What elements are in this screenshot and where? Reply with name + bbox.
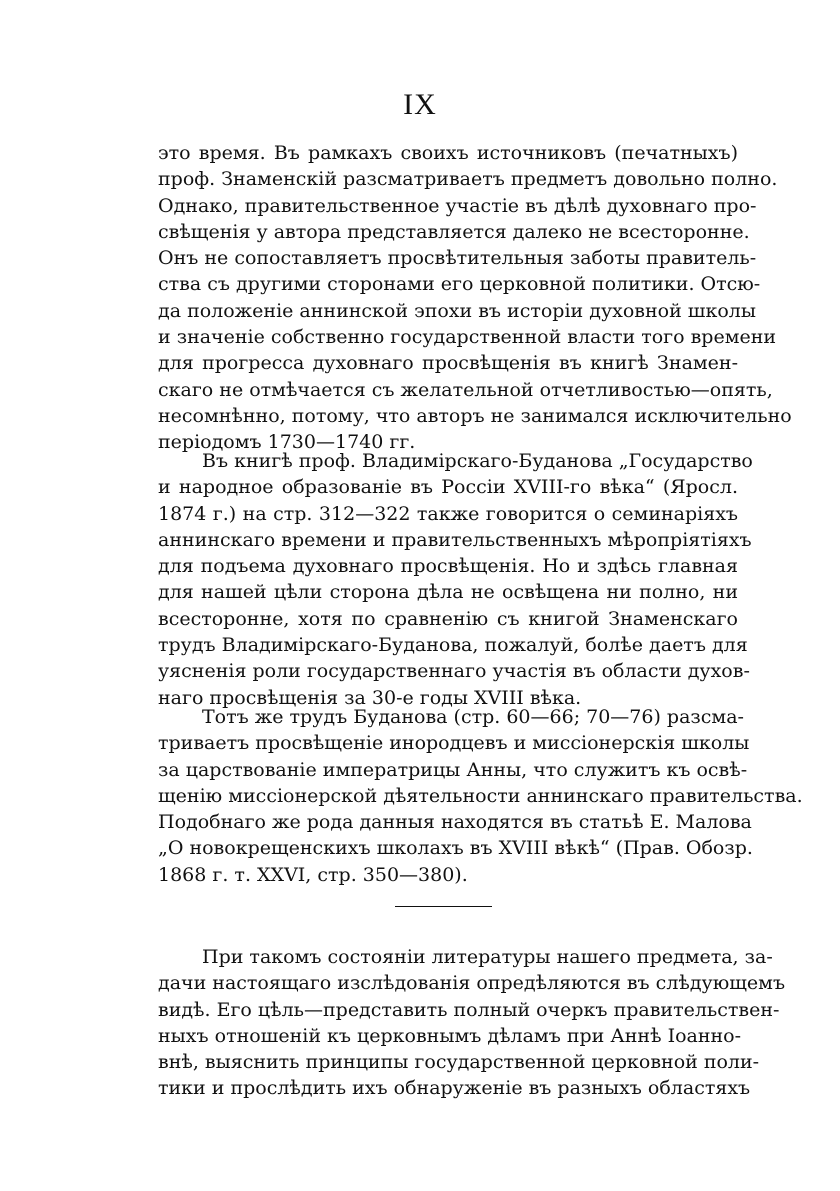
text-line: для подъема духовнаго просвѣщенія. Но и здѣсь главная [158,555,738,578]
text-line: всесторонне, хотя по сравненію съ книгой Знаменскаго [158,607,738,630]
text-line: Подобнаго же рода данныя находятся въ статьѣ Е. Малова [158,811,752,834]
text-line: ныхъ отношеній къ церковнымъ дѣламъ при Аннѣ Іоанно- [158,1024,742,1047]
text-line: Онъ не сопоставляетъ просвѣтительныя заботы правитель- [158,247,757,270]
text-line: 1868 г. т. XXVI, стр. 350—380). [158,863,468,886]
paragraph-2 [158,448,753,711]
paragraph-3 [158,704,803,888]
text-line: ства съ другими сторонами его церковной политики. Отсю- [158,273,761,296]
text-line: 1874 г.) на стр. 312—322 также говорится о семинаріяхъ [158,502,738,525]
text-line: свѣщенія у автора представляется далеко не всесторонне. [158,220,750,243]
section-divider [395,906,492,907]
text-line: да положеніе аннинской эпохи въ исторіи духовной школы [158,299,756,322]
text-line: Въ книгѣ проф. Владимірскаго-Буданова „Государство [202,450,753,472]
text-line: періодомъ 1730—1740 гг. [158,431,416,454]
text-line: для прогресса духовнаго просвѣщенія въ книгѣ Знамен- [158,352,738,375]
text-line: скаго не отмѣчается съ желательной отчетливостью—опять, [158,378,773,401]
text-line: и народное образованіе въ Россіи XVIII-го вѣка“ (Яросл. [158,476,738,499]
text-line: наго просвѣщенія за 30-е годы XVIII вѣка. [158,686,582,709]
text-line: за царствованіе императрицы Анны, что служитъ къ освѣ- [158,758,748,781]
text-line: уясненія роли государственнаго участія въ области духов- [158,660,750,683]
text-line: видѣ. Его цѣль—представить полный очеркъ правительствен- [158,998,780,1021]
text-line: это время. Въ рамкахъ своихъ источниковъ (печатныхъ) [158,142,738,164]
text-line: тики и прослѣдить ихъ обнаруженіе въ разныхъ областяхъ [158,1077,751,1100]
text-line: Однако, правительственное участіе въ дѣлѣ духовнаго про- [158,194,757,217]
text-line: щенію миссіонерской дѣятельности аннинскаго правительства. [158,784,803,807]
text-line: несомнѣнно, потому, что авторъ не занимался исключительно [158,404,792,427]
paragraph-1 [158,140,792,456]
text-line: и значеніе собственно государственной власти того времени [158,326,777,349]
text-line: аннинскаго времени и правительственныхъ мѣропріятіяхъ [158,528,752,551]
text-line: При такомъ состояніи литературы нашего предмета, за- [202,946,773,968]
text-line: трудъ Владимірскаго-Буданова, пожалуй, болѣе даетъ для [158,634,748,657]
paragraph-4 [158,944,786,1102]
text-line: дачи настоящаго изслѣдованія опредѣляются въ слѣдующемъ [158,972,786,995]
text-line: внѣ, выяснить принципы государственной церковной поли- [158,1051,760,1074]
page-number: IX [403,88,437,121]
text-line: для нашей цѣли сторона дѣла не освѣщена ни полно, ни [158,581,738,604]
text-line: Тотъ же трудъ Буданова (стр. 60—66; 70—76) разсма- [202,706,744,728]
text-line: проф. Знаменскій разсматриваетъ предметъ довольно полно. [158,168,778,191]
text-line: „О новокрещенскихъ школахъ въ XVIII вѣкѣ“ (Прав. Обозр. [158,837,753,860]
text-line: триваетъ просвѣщеніе инородцевъ и миссіонерскія школы [158,732,750,755]
